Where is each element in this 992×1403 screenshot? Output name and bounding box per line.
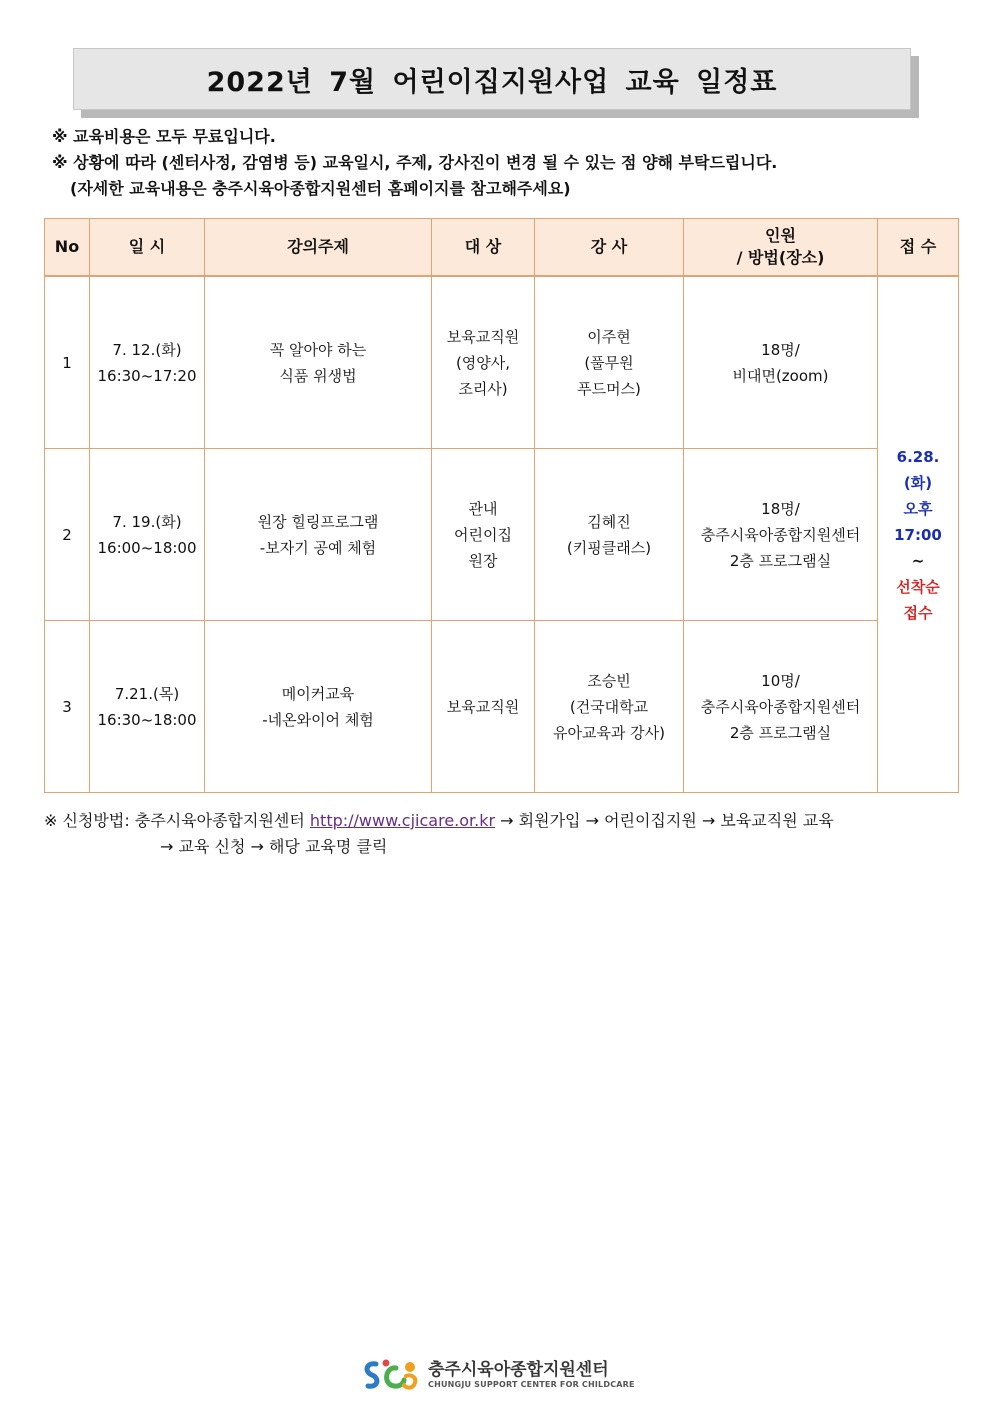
row-instructor-line1: 조승빈 [587, 671, 631, 690]
registration-cell [878, 276, 959, 793]
row-capacity [684, 276, 878, 449]
application-path-2: → 교육 신청 → 해당 교육명 클릭 [160, 837, 388, 856]
row-datetime [90, 276, 205, 449]
row-target-line2: (영양사, [455, 353, 511, 372]
table-row [45, 621, 959, 793]
row-capacity-count: 18명/ [761, 499, 800, 518]
row-instructor [535, 276, 684, 449]
row-topic-line1: 꼭 알아야 하는 [269, 340, 367, 359]
row-topic [205, 276, 432, 449]
center-logo-text [428, 1360, 635, 1390]
registration-ampm: 오후 [903, 499, 933, 518]
row-instructor-line2: (건국대학교 [569, 697, 649, 716]
header-capacity-line1: 인원 [765, 226, 796, 245]
row-date: 7.21.(목) [114, 684, 180, 703]
registration-method-line2: 접수 [903, 603, 933, 622]
row-target [432, 621, 535, 793]
row-target-line1: 관내 [468, 499, 498, 518]
title-banner [73, 48, 911, 110]
row-place-line2: 2층 프로그램실 [729, 551, 832, 570]
table-row [45, 276, 959, 449]
center-logo-icon [362, 1358, 422, 1392]
schedule-table [44, 218, 959, 793]
header-registration: 접 수 [878, 219, 959, 277]
row-topic [205, 449, 432, 621]
row-topic-line1: 원장 힐링프로그램 [257, 512, 379, 531]
row-instructor-line1: 김혜진 [587, 512, 631, 531]
row-target-line1: 보육교직원 [446, 697, 520, 716]
table-header-row [45, 219, 959, 277]
notice-homepage: (자세한 교육내용은 충주시육아종합지원센터 홈페이지를 참고해주세요) [70, 179, 571, 198]
center-logo [362, 1358, 635, 1392]
page-title: 2022년 7월 어린이집지원사업 교육 일정표 [206, 66, 778, 98]
row-instructor [535, 621, 684, 793]
application-method [44, 808, 834, 860]
registration-method-line1: 선착순 [896, 577, 940, 596]
notice-list [52, 124, 777, 202]
row-no: 2 [45, 449, 90, 621]
row-place-line1: 충주시육아종합지원센터 [700, 697, 861, 716]
registration-day: (화) [903, 473, 933, 492]
row-target-line3: 원장 [468, 551, 498, 570]
registration-time: 17:00 [894, 525, 942, 544]
homepage-link[interactable]: http://www.cjicare.or.kr [309, 811, 496, 830]
header-capacity-line2: / 방법(장소) [736, 248, 825, 267]
row-no: 1 [45, 276, 90, 449]
row-instructor-line2: (키핑클래스) [566, 538, 652, 557]
row-target-line1: 보육교직원 [446, 327, 520, 346]
header-instructor: 강 사 [535, 219, 684, 277]
row-topic-line2: 식품 위생법 [279, 366, 357, 385]
header-target: 대 상 [432, 219, 535, 277]
row-time: 16:00~18:00 [97, 538, 197, 557]
registration-date: 6.28. [896, 447, 940, 466]
row-instructor-line3: 푸드머스) [577, 379, 641, 398]
application-path-1: → 회원가입 → 어린이집지원 → 보육교직원 교육 [500, 811, 834, 830]
application-prefix: ※ 신청방법: 충주시육아종합지원센터 [44, 811, 305, 830]
center-name-en: CHUNGJU SUPPORT CENTER FOR CHILDCARE [428, 1380, 635, 1389]
header-topic: 강의주제 [205, 219, 432, 277]
row-time: 16:30~18:00 [97, 710, 197, 729]
row-target [432, 449, 535, 621]
row-capacity-count: 18명/ [761, 340, 800, 359]
row-topic-line2: -네온와이어 체험 [262, 710, 374, 729]
row-target-line2: 어린이집 [454, 525, 512, 544]
row-capacity-count: 10명/ [761, 671, 800, 690]
row-instructor-line2: (풀무원 [584, 353, 634, 372]
row-target [432, 276, 535, 449]
notice-free: ※ 교육비용은 모두 무료입니다. [52, 127, 276, 146]
row-instructor-line1: 이주현 [587, 327, 631, 346]
center-name-ko: 충주시육아종합지원센터 [428, 1360, 609, 1380]
row-instructor-line3: 유아교육과 강사) [552, 723, 666, 742]
row-capacity [684, 449, 878, 621]
registration-tilde: ~ [911, 551, 925, 570]
row-no: 3 [45, 621, 90, 793]
row-place-line2: 2층 프로그램실 [729, 723, 832, 742]
header-no: No [45, 219, 90, 277]
header-capacity [684, 219, 878, 277]
table-row [45, 449, 959, 621]
row-capacity [684, 621, 878, 793]
row-topic-line1: 메이커교육 [281, 684, 355, 703]
row-instructor [535, 449, 684, 621]
row-datetime [90, 621, 205, 793]
title-box [73, 48, 911, 110]
row-place-line1: 충주시육아종합지원센터 [700, 525, 861, 544]
application-line1 [44, 808, 834, 834]
notice-change: ※ 상황에 따라 (센터사정, 감염병 등) 교육일시, 주제, 강사진이 변경 될 수 있는 점 양해 부탁드립니다. [52, 153, 778, 172]
row-date: 7. 19.(화) [112, 512, 182, 531]
row-topic [205, 621, 432, 793]
row-datetime [90, 449, 205, 621]
row-topic-line2: -보자기 공예 체험 [259, 538, 377, 557]
row-date: 7. 12.(화) [112, 340, 182, 359]
header-date: 일 시 [90, 219, 205, 277]
row-place-line1: 비대면(zoom) [732, 366, 829, 385]
row-time: 16:30~17:20 [97, 366, 197, 385]
row-target-line3: 조리사) [458, 379, 508, 398]
